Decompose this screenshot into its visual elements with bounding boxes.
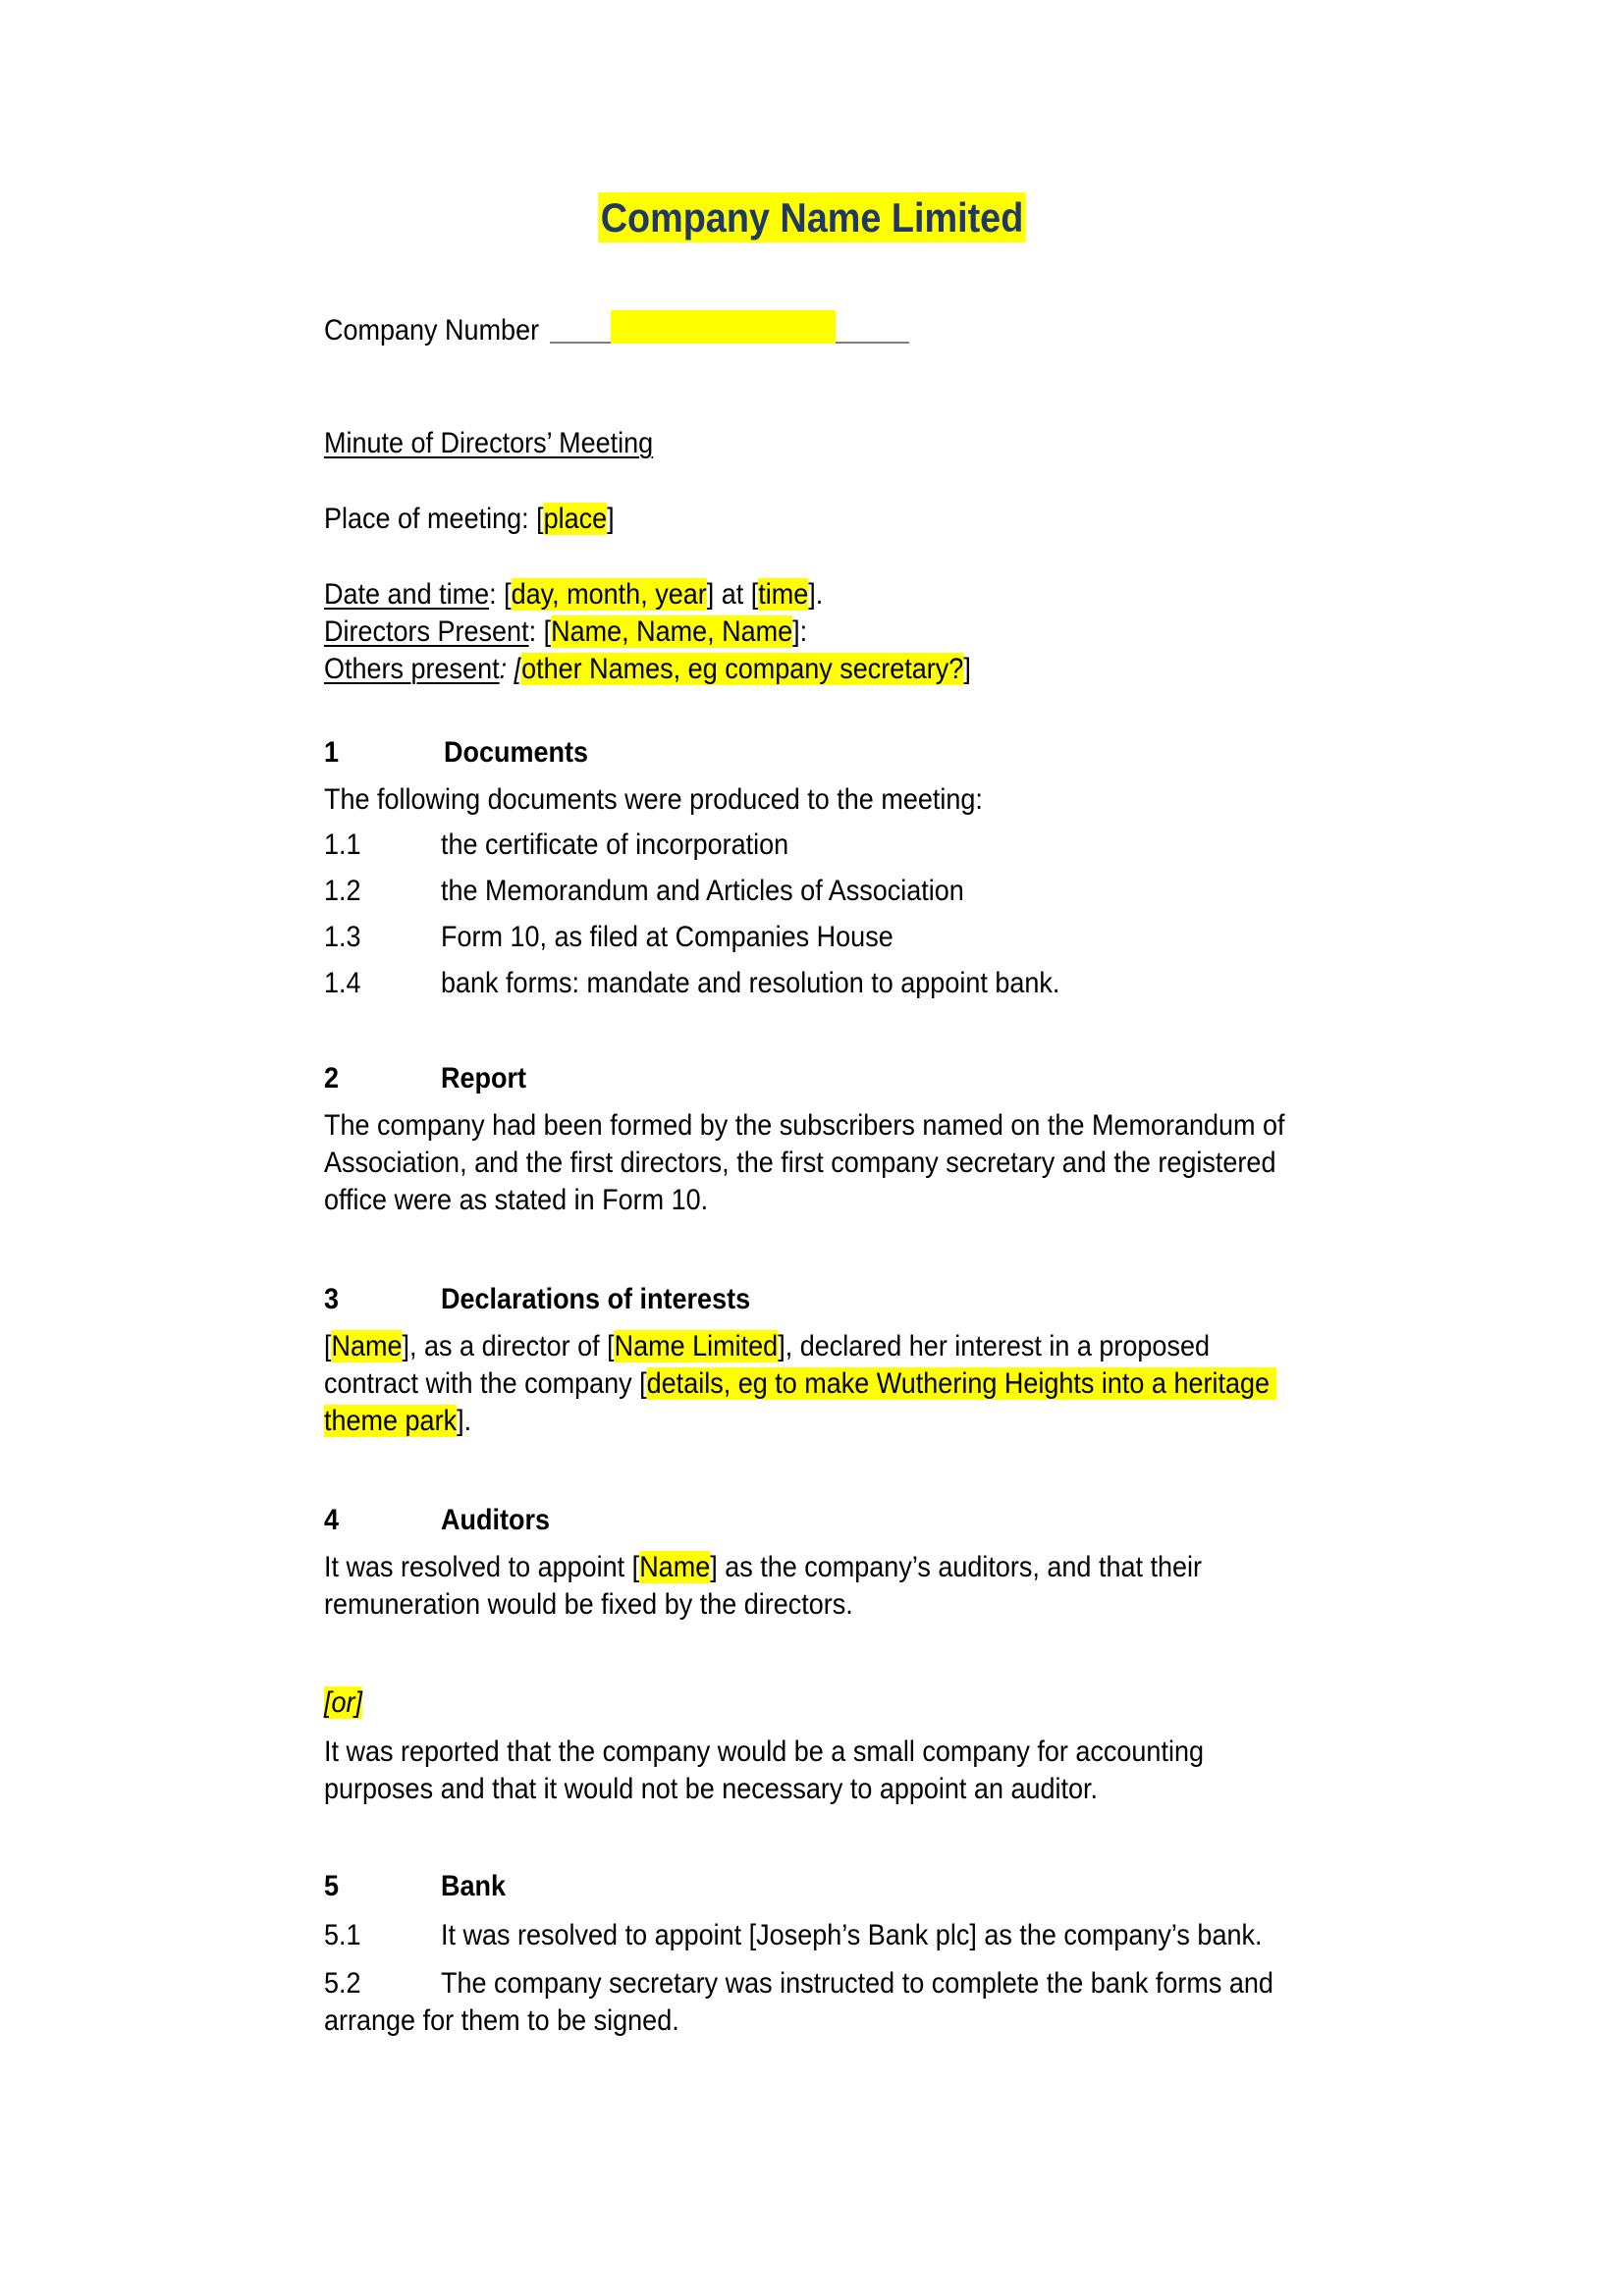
report-line: The company had been formed by the subscribers named on the Memorandum of <box>324 1109 1285 1142</box>
place-of-meeting-line <box>324 501 615 538</box>
date-time-line: Date and time: [day, month, year] at [time]. <box>324 578 824 611</box>
section-2-heading: Report <box>441 1062 527 1095</box>
section-3-heading: Declarations of interests <box>441 1283 751 1315</box>
directors-value: Name, Name, Name <box>551 615 793 648</box>
report-line: office were as stated in Form 10. <box>324 1184 709 1216</box>
section-1-heading: Documents <box>444 736 589 769</box>
declarant-name: Name <box>331 1330 403 1362</box>
time-value: time <box>758 578 809 611</box>
list-item-number: 1.3 <box>324 921 361 953</box>
bank-continuation: arrange for them to be signed. <box>324 2004 679 2037</box>
list-item-number: 5.2 <box>324 1967 361 2000</box>
contract-details: details, eg to make Wuthering Heights into a heritage <box>646 1367 1277 1400</box>
date-value: day, month, year <box>511 578 707 611</box>
others-present-line: Others present: [other Names, eg company secretary?] <box>324 653 971 685</box>
minute-heading: Minute of Directors’ Meeting <box>324 427 654 459</box>
contract-details-cont: theme park <box>324 1405 458 1437</box>
document-title-text: Company Name Limited <box>598 192 1026 242</box>
document-title <box>81 194 1543 241</box>
list-item-text: The company secretary was instructed to complete the bank forms and <box>441 1967 1273 2000</box>
auditors-line-1: It was resolved to appoint [Name] as the company’s auditors, and that their <box>324 1551 1203 1583</box>
list-item-text: bank forms: mandate and resolution to appoint bank. <box>441 967 1060 999</box>
list-item-text: the certificate of incorporation <box>441 828 789 861</box>
others-label: Others present <box>324 653 500 685</box>
declarations-line-3: theme park]. <box>324 1405 472 1437</box>
directors-present-line: Directors Present: [Name, Name, Name]: <box>324 615 808 648</box>
declarations-line-1: [Name], as a director of [Name Limited], declared her interest in a proposed <box>324 1330 1210 1362</box>
list-item-number: 1.4 <box>324 967 361 999</box>
company-number-highlight <box>611 310 836 344</box>
list-item-text: the Memorandum and Articles of Association <box>441 875 964 907</box>
place-label: Place of meeting: [ <box>324 503 544 535</box>
documents-intro: The following documents were produced to the meeting: <box>324 783 983 816</box>
place-value: place <box>543 503 608 535</box>
company-number-label: Company Number <box>324 314 540 347</box>
place-suffix: ] <box>607 503 615 535</box>
section-3-number: 3 <box>324 1283 340 1315</box>
auditors-line-2: remuneration would be fixed by the directors. <box>324 1588 853 1621</box>
declarant-company: Name Limited <box>614 1330 779 1362</box>
auditors-alt-line: It was reported that the company would be a small company for accounting <box>324 1735 1204 1768</box>
list-item-number: 5.1 <box>324 1919 361 1951</box>
section-2-number: 2 <box>324 1062 340 1095</box>
date-label: Date and time <box>324 578 490 611</box>
others-value: other Names, eg company secretary? <box>521 653 964 685</box>
declarations-line-2: contract with the company [details, eg to make Wuthering Heights into a heritage <box>324 1367 1277 1400</box>
list-item-number: 1.2 <box>324 875 361 907</box>
list-item-text: Form 10, as filed at Companies House <box>441 921 893 953</box>
auditors-alt-line: purposes and that it would not be necessary to appoint an auditor. <box>324 1773 1099 1805</box>
section-5-heading: Bank <box>441 1870 507 1902</box>
list-item-number: 1.1 <box>324 828 361 861</box>
report-line: Association, and the first directors, the first company secretary and the registered <box>324 1147 1276 1179</box>
or-label: [or] <box>324 1686 363 1719</box>
section-4-heading: Auditors <box>441 1504 550 1536</box>
section-5-number: 5 <box>324 1870 340 1902</box>
section-4-number: 4 <box>324 1504 340 1536</box>
list-item-text: It was resolved to appoint [Joseph’s Bank plc] as the company’s bank. <box>441 1919 1263 1951</box>
section-1-number: 1 <box>324 736 340 769</box>
auditor-name: Name <box>639 1551 711 1583</box>
directors-label: Directors Present <box>324 615 529 648</box>
